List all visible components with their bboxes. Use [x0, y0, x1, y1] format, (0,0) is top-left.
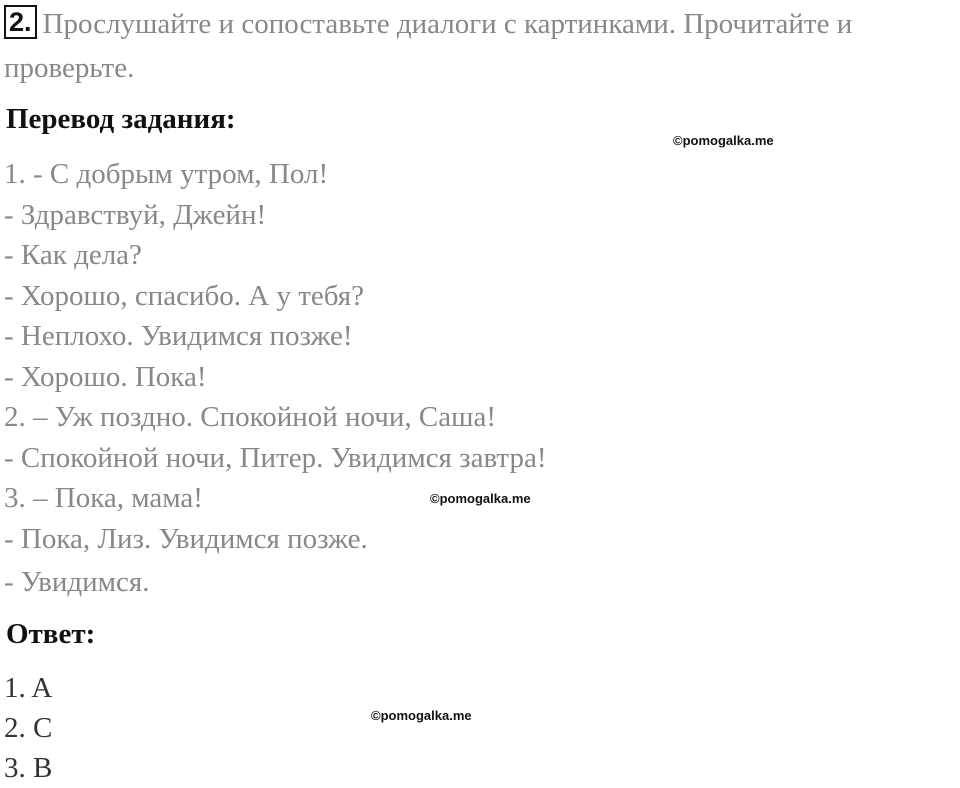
answer-item: 1. A	[4, 672, 53, 704]
translation-heading: Перевод задания:	[6, 103, 236, 135]
answer-heading: Ответ:	[6, 618, 96, 650]
answer-list	[4, 668, 52, 788]
dialogue-line: - Увидимся.	[4, 566, 150, 598]
dialogue-line: - Здравствуй, Джейн!	[4, 198, 267, 231]
dialogue-line: - Хорошо, спасибо. А у тебя?	[4, 279, 364, 312]
dialogue-line: 3. – Пока, мама!	[4, 482, 203, 514]
task-statement	[4, 2, 956, 90]
answer-item: 2. C	[4, 712, 53, 744]
dialogue-line: - Пока, Лиз. Увидимся позже.	[4, 522, 368, 555]
watermark: ©pomogalka.me	[430, 491, 531, 506]
watermark: ©pomogalka.me	[673, 133, 774, 148]
watermark: ©pomogalka.me	[371, 708, 472, 723]
task-number-box: 2.	[4, 5, 37, 39]
dialogue-line: 2. – Уж поздно. Спокойной ночи, Саша!	[4, 401, 496, 433]
dialogue-line: - Неплохо. Увидимся позже!	[4, 320, 353, 352]
dialogue-line: - Спокойной ночи, Питер. Увидимся завтра!	[4, 441, 547, 474]
dialogue-list	[4, 154, 547, 603]
dialogue-line: - Как дела?	[4, 239, 142, 271]
dialogue-line: 1. - С добрым утром, Пол!	[4, 158, 329, 190]
answer-item: 3. B	[4, 752, 53, 784]
dialogue-line: - Хорошо. Пока!	[4, 360, 207, 393]
task-text: Прослушайте и сопоставьте диалоги с картинками. Прочитайте и проверьте.	[4, 8, 853, 84]
